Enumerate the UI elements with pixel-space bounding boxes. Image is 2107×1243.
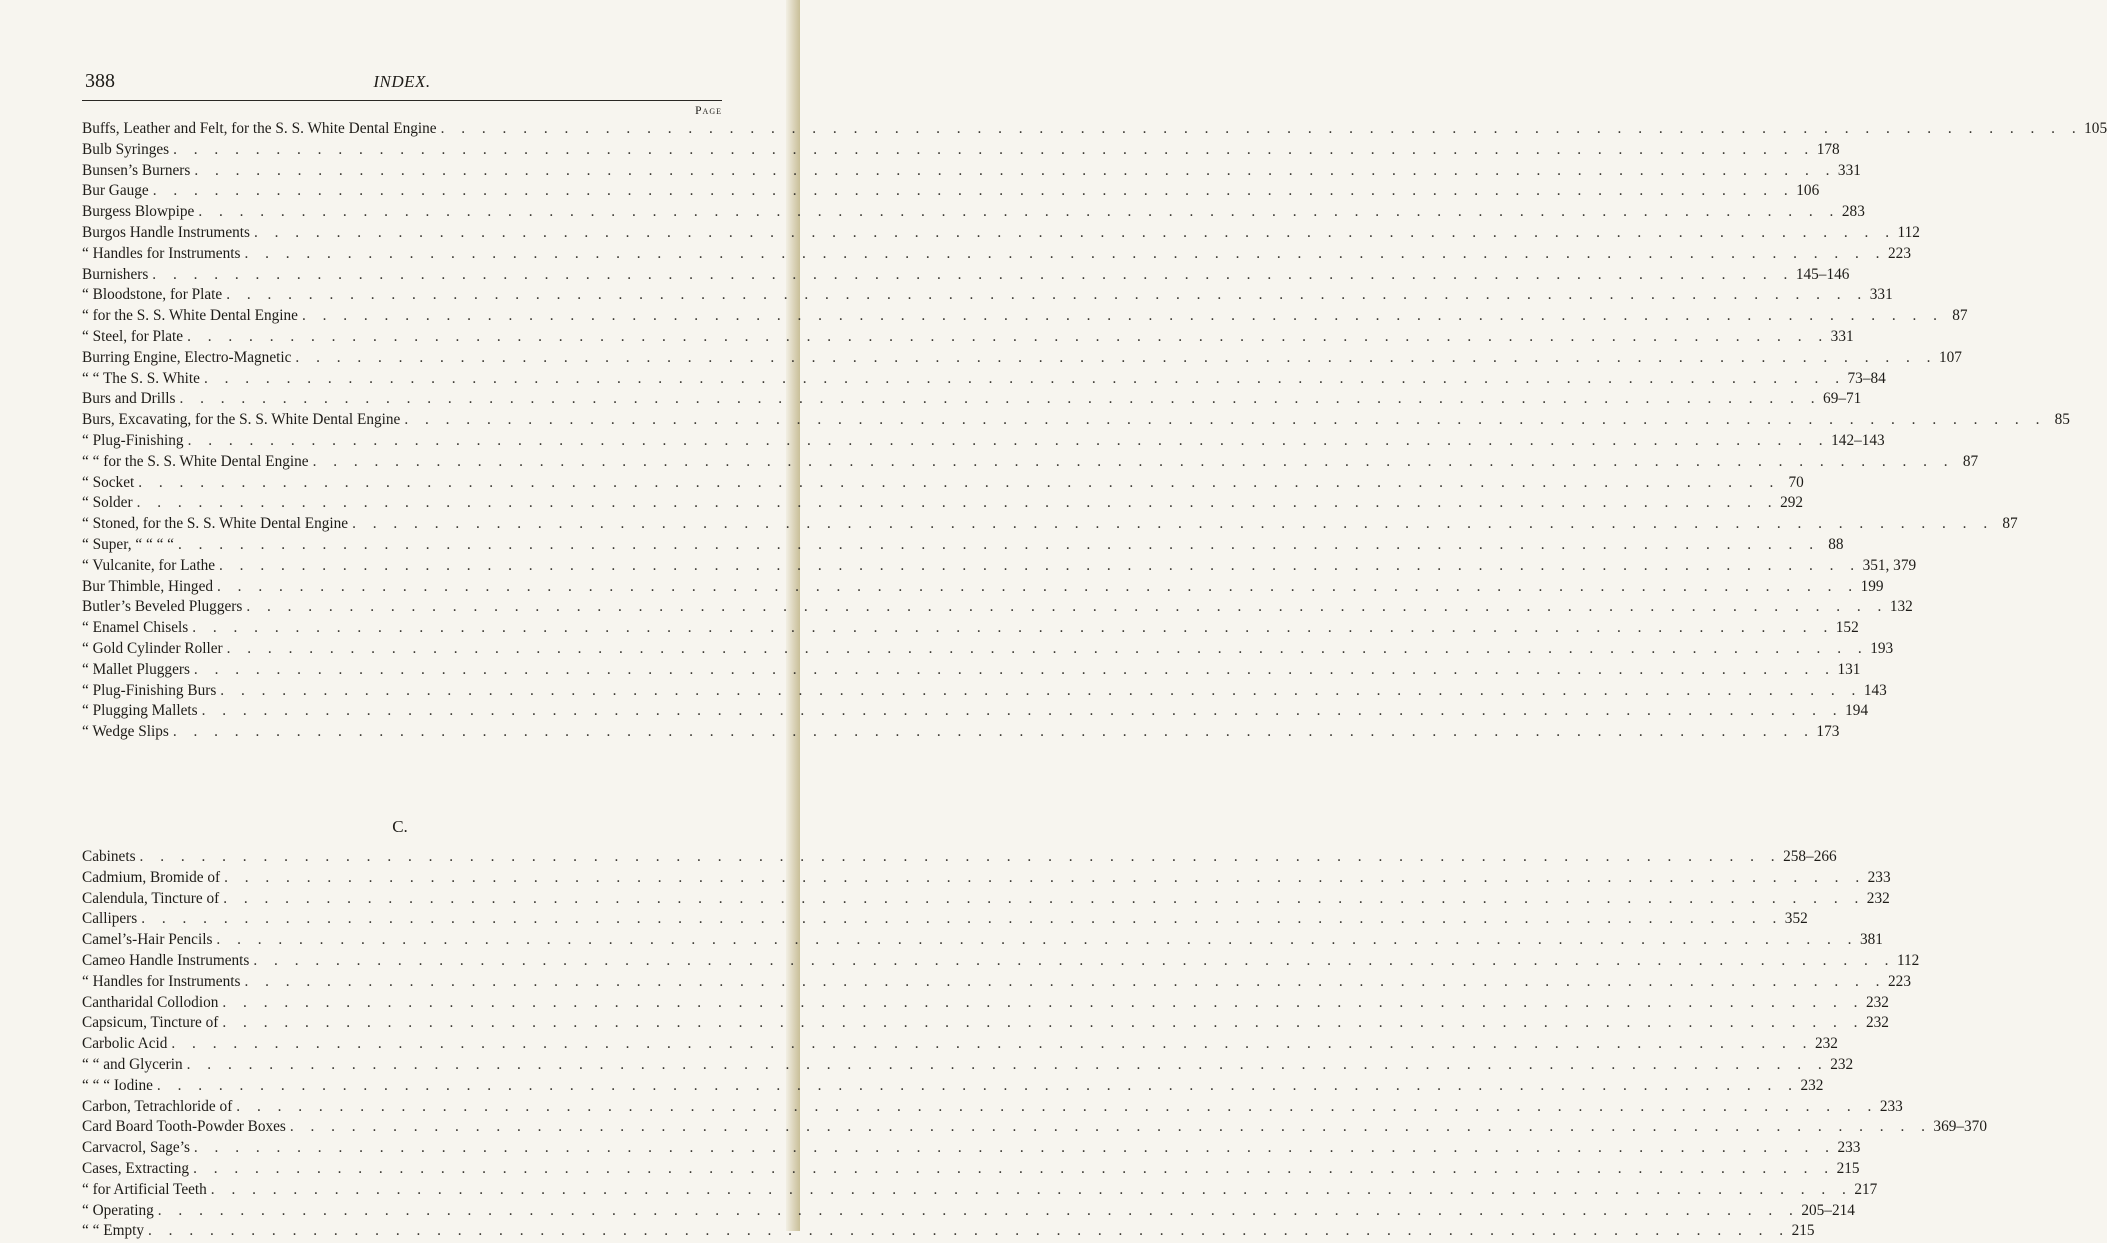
index-term: Carvacrol, Sage’s (82, 1139, 190, 1157)
index-entry (82, 993, 1889, 1015)
leader-dots: . . . . . . . . . . . . . . . . . . . . . . . . . . . . . . . . . . . . . . . . . . . . . . . . . . . . . . . . . . . . . . . . . . . . . . . . . . . . . . . . (244, 972, 1887, 990)
index-term: Carbon, Tetrachloride of (82, 1097, 233, 1115)
leader-dots: . . . . . . . . . . . . . . . . . . . . . . . . . . . . . . . . . . . . . . . . . . . . . . . . . . . . . . . . . . . . . . . . . . . . . . . . . . . . . . . . (186, 1055, 1829, 1073)
index-entry (82, 327, 1854, 349)
index-page-ref: 232 (1866, 889, 1890, 907)
leader-dots: . . . . . . . . . . . . . . . . . . . . . . . . . . . . . . . . . . . . . . . . . . . . . . . . . . . . . . . . . . . . . . . . . . . . . . . . . . . . . . . . (226, 286, 1868, 304)
index-entry (82, 1055, 1854, 1077)
index-term: Burs and Drills (82, 390, 176, 408)
index-page-ref: 193 (1870, 639, 1894, 657)
index-page-ref: 233 (1867, 868, 1891, 886)
index-term: “ Wedge Slips (82, 723, 169, 741)
index-term: Bulb Syringes (82, 140, 170, 158)
index-term: “ Vulcanite, for Lathe (82, 556, 216, 574)
index-term: “ Plug-Finishing Burs (82, 681, 217, 699)
leader-dots: . . . . . . . . . . . . . . . . . . . . . . . . . . . . . . . . . . . . . . . . . . . . . . . . . . . . . . . . . . . . . . . . . . . . . . . . . . . . . . . . (148, 1222, 1790, 1240)
index-term: Bur Gauge (82, 182, 149, 200)
index-page-ref: 152 (1835, 619, 1859, 637)
index-entry (82, 598, 1913, 619)
index-entry (82, 702, 1869, 723)
leader-dots: . . . . . . . . . . . . . . . . . . . . . . . . . . . . . . . . . . . . . . . . . . . . . . . . . . . . . . . . . . . . . . . . . . . . . . . . . . . . . . . . (152, 182, 1795, 200)
leader-dots: . . . . . . . . . . . . . . . . . . . . . . . . . . . . . . . . . . . . . . . . . . . . . . . . . . . . . . . . . . . . . . . . . . . . . . . . . . . . . . . . (187, 431, 1830, 449)
index-entry (82, 431, 1885, 453)
running-head: INDEX. (373, 72, 431, 91)
leader-dots: . . . . . . . . . . . . . . . . . . . . . . . . . . . . . . . . . . . . . . . . . . . . . . . . . . . . . . . . . . . . . . . . . . . . . . . . . . . . . . . . (253, 951, 1895, 969)
index-entry (82, 723, 1840, 744)
index-term: Butler’s Beveled Pluggers (82, 598, 243, 616)
index-term: Burgos Handle Instruments (82, 223, 250, 241)
index-entry (82, 390, 1862, 411)
index-page-ref: 105 (2084, 120, 2107, 137)
index-entry (82, 203, 1865, 224)
section-letter-c: C. (392, 817, 408, 836)
index-page-ref: 233 (1837, 1139, 1861, 1157)
index-page-ref: 173 (1816, 723, 1840, 741)
leader-dots: . . . . . . . . . . . . . . . . . . . . . . . . . . . . . . . . . . . . . . . . . . . . . . . . . . . . . . . . . . . . . . . . . . . . . . . . . . . . . . . . (194, 161, 1836, 179)
index-entry (82, 515, 2018, 536)
leader-dots: . . . . . . . . . . . . . . . . . . . . . . . . . . . . . . . . . . . . . . . . . . . . . . . . . . . . . . . . . . . . . . . . . . . . . . . . . . . . . . . . (136, 494, 1779, 512)
index-page-ref: 217 (1854, 1180, 1878, 1198)
index-term: “ Bloodstone, for Plate (82, 286, 223, 304)
index-section-c (82, 848, 1987, 1243)
index-entry (82, 411, 2070, 432)
index-entry (82, 535, 1844, 557)
index-term: Cases, Extracting (82, 1159, 190, 1177)
leader-dots: . . . . . . . . . . . . . . . . . . . . . . . . . . . . . . . . . . . . . . . . . . . . . . . . . . . . . . . . . . . . . . . . . . . . . . . . . . . . . . . . (152, 265, 1794, 283)
index-term: Cameo Handle Instruments (82, 951, 250, 969)
index-page-ref: 142–143 (1831, 431, 1885, 449)
index-entry (82, 223, 1920, 245)
leader-dots: . . . . . . . . . . . . . . . . . . . . . . . . . . . . . . . . . . . . . . . . . . . . . . . . . . . . . . . . . . . . . . . . . . . . . . . . . . . . . . . . (404, 411, 2046, 429)
index-term: “ Operating (82, 1201, 154, 1219)
index-page-ref: 145–146 (1795, 265, 1850, 283)
index-entry (82, 556, 1917, 578)
index-entry (82, 348, 1962, 370)
leader-dots: . . . . . . . . . . . . . . . . . . . . . . . . . . . . . . . . . . . . . . . . . . . . . . . . . . . . . . . . . . . . . . . . . . . . . . . . . . . . . . . . (220, 681, 1862, 699)
index-page-ref: 232 (1814, 1035, 1838, 1053)
index-term: “ “ The S. S. White (82, 369, 200, 387)
index-page-ref: 223 (1888, 972, 1911, 990)
leader-dots: . . . . . . . . . . . . . . . . . . . . . . . . . . . . . . . . . . . . . . . . . . . . . . . . . . . . . . . . . . . . . . . . . . . . . . . . . . . . . . . . (203, 369, 1846, 387)
leader-dots: . . . . . . . . . . . . . . . . . . . . . . . . . . . . . . . . . . . . . . . . . . . . . . . . . . . . . . . . . . . . . . . . . . . . . . . . . . . . . . . . (224, 868, 1866, 886)
index-page-ref: 205–214 (1801, 1201, 1855, 1219)
leader-dots: . . . . . . . . . . . . . . . . . . . . . . . . . . . . . . . . . . . . . . . . . . . . . . . . . . . . . . . . . . . . . . . . . . . . . . . . . . . . . . . . (219, 556, 1861, 574)
index-entry (82, 140, 1840, 162)
leader-dots: . . . . . . . . . . . . . . . . . . . . . . . . . . . . . . . . . . . . . . . . . . . . . . . . . . . . . . . . . . . . . . . . . . . . . . . . . . . . . . . . (141, 910, 1783, 928)
index-page-ref: 106 (1796, 182, 1820, 200)
index-page-ref: 232 (1830, 1055, 1854, 1073)
leader-dots: . . . . . . . . . . . . . . . . . . . . . . . . . . . . . . . . . . . . . . . . . . . . . . . . . . . . . . . . . . . . . . . . . . . . . . . . . . . . . . . . (312, 452, 1955, 470)
index-term: Capsicum, Tincture of (82, 1014, 219, 1032)
index-entry (82, 889, 1890, 911)
leader-dots: . . . . . . . . . . . . . . . . . . . . . . . . . . . . . . . . . . . . . . . . . . . . . . . . . . . . . . . . . . . . . . . . . . . . . . . . . . . . . . . . (193, 660, 1836, 678)
index-page-ref: 87 (1952, 307, 1968, 325)
leader-dots: . . . . . . . . . . . . . . . . . . . . . . . . . . . . . . . . . . . . . . . . . . . . . . . . . . . . . . . . . . . . . . . . . . . . . . . . . . . . . . . . (217, 577, 1859, 595)
index-page-ref: 69–71 (1823, 390, 1862, 408)
index-page-ref: 178 (1816, 140, 1840, 158)
index-entry (82, 1222, 1815, 1243)
index-entry (82, 161, 1861, 183)
leader-dots: . . . . . . . . . . . . . . . . . . . . . . . . . . . . . . . . . . . . . . . . . . . . . . . . . . . . . . . . . . . . . . . . . . . . . . . . . . . . . . . . (301, 307, 1944, 325)
index-term: “ Mallet Pluggers (82, 660, 190, 678)
leader-dots: . . . . . . . . . . . . . . . . . . . . . . . . . . . . . . . . . . . . . . . . . . . . . . . . . . . . . . . . . . . . . . . . . . . . . . . . . . . . . . . . (193, 1139, 1836, 1157)
index-page-ref: 107 (1938, 348, 1962, 366)
index-term: Cadmium, Bromide of (82, 868, 221, 886)
index-page-ref: 73–84 (1847, 369, 1886, 387)
index-page-ref: 143 (1863, 681, 1887, 699)
page-header (82, 62, 722, 101)
index-entry (82, 639, 1894, 661)
index-term: “ Socket (82, 473, 135, 491)
index-page-ref: 331 (1837, 161, 1861, 179)
index-entry (82, 931, 1883, 952)
leader-dots: . . . . . . . . . . . . . . . . . . . . . . . . . . . . . . . . . . . . . . . . . . . . . . . . . . . . . . . . . . . . . . . . . . . . . . . . . . . . . . . . (193, 1159, 1835, 1177)
index-entry (82, 910, 1808, 931)
index-page-ref: 215 (1791, 1222, 1815, 1240)
index-term: Burring Engine, Electro-Magnetic (82, 348, 292, 366)
leader-dots: . . . . . . . . . . . . . . . . . . . . . . . . . . . . . . . . . . . . . . . . . . . . . . . . . . . . . . . . . . . . . . . . . . . . . . . . . . . . . . . . (187, 327, 1829, 345)
index-entry (82, 1014, 1889, 1035)
leader-dots: . . . . . . . . . . . . . . . . . . . . . . . . . . . . . . . . . . . . . . . . . . . . . . . . . . . . . . . . . . . . . . . . . . . . . . . . . . . . . . . . (223, 889, 1865, 907)
index-page-ref: 233 (1879, 1097, 1903, 1115)
index-entry (82, 1097, 1903, 1119)
leader-dots: . . . . . . . . . . . . . . . . . . . . . . . . . . . . . . . . . . . . . . . . . . . . . . . . . . . . . . . . . . . . . . . . . . . . . . . . . . . . . . . . (289, 1118, 1932, 1136)
leader-dots: . . . . . . . . . . . . . . . . . . . . . . . . . . . . . . . . . . . . . . . . . . . . . . . . . . . . . . . . . . . . . . . . . . . . . . . . . . . . . . . . (172, 723, 1815, 741)
leader-dots: . . . . . . . . . . . . . . . . . . . . . . . . . . . . . . . . . . . . . . . . . . . . . . . . . . . . . . . . . . . . . . . . . . . . . . . . . . . . . . . . (201, 702, 1844, 720)
index-term: Bunsen’s Burners (82, 161, 191, 179)
leader-dots: . . . . . . . . . . . . . . . . . . . . . . . . . . . . . . . . . . . . . . . . . . . . . . . . . . . . . . . . . . . . . . . . . . . . . . . . . . . . . . . . (440, 120, 2083, 137)
index-page-ref: 132 (1889, 598, 1913, 616)
index-page-ref: 232 (1865, 993, 1889, 1011)
index-term: “ Handles for Instruments (82, 244, 241, 262)
leader-dots: . . . . . . . . . . . . . . . . . . . . . . . . . . . . . . . . . . . . . . . . . . . . . . . . . . . . . . . . . . . . . . . . . . . . . . . . . . . . . . . . (210, 1180, 1853, 1198)
leader-dots: . . . . . . . . . . . . . . . . . . . . . . . . . . . . . . . . . . . . . . . . . . . . . . . . . . . . . . . . . . . . . . . . . . . . . . . . . . . . . . . . (236, 1097, 1878, 1115)
index-page-ref: 87 (2002, 515, 2018, 533)
leader-dots: . . . . . . . . . . . . . . . . . . . . . . . . . . . . . . . . . . . . . . . . . . . . . . . . . . . . . . . . . . . . . . . . . . . . . . . . . . . . . . . . (246, 598, 1888, 616)
index-entry (82, 660, 1861, 682)
index-entry (82, 577, 1884, 599)
index-page-ref: 232 (1800, 1076, 1824, 1094)
index-entry (82, 1180, 1878, 1202)
index-entry (82, 473, 1804, 495)
index-term: “ “ for the S. S. White Dental Engine (82, 452, 309, 470)
index-term: Burnishers (82, 265, 149, 283)
index-page-ref: 292 (1780, 494, 1804, 512)
index-term: “ for the S. S. White Dental Engine (82, 307, 298, 325)
index-entry (82, 244, 1911, 266)
index-entry (82, 1159, 1860, 1181)
index-entry (82, 848, 1837, 869)
index-entry (82, 951, 1920, 973)
index-term: Burgess Blowpipe (82, 203, 195, 221)
leader-dots: . . . . . . . . . . . . . . . . . . . . . . . . . . . . . . . . . . . . . . . . . . . . . . . . . . . . . . . . . . . . . . . . . . . . . . . . . . . . . . . . (295, 348, 1937, 366)
index-entry (82, 1035, 1838, 1056)
index-term: “ Super, “ “ “ “ (82, 535, 174, 553)
index-page-ref: 131 (1837, 660, 1861, 678)
index-page-ref: 331 (1869, 286, 1893, 304)
index-page-ref: 112 (1896, 951, 1920, 969)
leader-dots: . . . . . . . . . . . . . . . . . . . . . . . . . . . . . . . . . . . . . . . . . . . . . . . . . . . . . . . . . . . . . . . . . . . . . . . . . . . . . . . . (179, 390, 1822, 408)
index-entry (82, 681, 1887, 703)
index-term: Cabinets (82, 848, 136, 865)
index-term: Bur Thimble, Hinged (82, 577, 214, 595)
leader-dots: . . . . . . . . . . . . . . . . . . . . . . . . . . . . . . . . . . . . . . . . . . . . . . . . . . . . . . . . . . . . . . . . . . . . . . . . . . . . . . . . (157, 1201, 1800, 1219)
index-term: “ Plugging Mallets (82, 702, 198, 720)
leader-dots: . . . . . . . . . . . . . . . . . . . . . . . . . . . . . . . . . . . . . . . . . . . . . . . . . . . . . . . . . . . . . . . . . . . . . . . . . . . . . . . . (222, 993, 1864, 1011)
index-entry (82, 452, 1979, 474)
index-term: “ “ “ Iodine (82, 1076, 153, 1094)
index-entry (82, 286, 1893, 307)
index-term: “ Steel, for Plate (82, 327, 184, 345)
leader-dots: . . . . . . . . . . . . . . . . . . . . . . . . . . . . . . . . . . . . . . . . . . . . . . . . . . . . . . . . . . . . . . . . . . . . . . . . . . . . . . . . (222, 1014, 1864, 1032)
index-page-ref: 381 (1859, 931, 1883, 949)
index-page-ref: 331 (1830, 327, 1854, 345)
index-term: Camel’s-Hair Pencils (82, 931, 213, 949)
index-term: “ “ and Glycerin (82, 1055, 183, 1073)
index-term: “ Plug-Finishing (82, 431, 184, 449)
page-number: 388 (85, 70, 115, 92)
index-page-ref: 88 (1828, 535, 1844, 553)
index-page-ref: 351, 379 (1862, 556, 1917, 574)
leader-dots: . . . . . . . . . . . . . . . . . . . . . . . . . . . . . . . . . . . . . . . . . . . . . . . . . . . . . . . . . . . . . . . . . . . . . . . . . . . . . . . . (138, 473, 1780, 491)
leader-dots: . . . . . . . . . . . . . . . . . . . . . . . . . . . . . . . . . . . . . . . . . . . . . . . . . . . . . . . . . . . . . . . . . . . . . . . . . . . . . . . . (192, 619, 1834, 637)
index-entry (82, 1076, 1824, 1098)
index-term: Callipers (82, 910, 138, 928)
index-page-ref: 70 (1788, 473, 1804, 491)
index-entry (82, 307, 1968, 328)
index-entry (82, 1201, 1855, 1223)
leader-dots: . . . . . . . . . . . . . . . . . . . . . . . . . . . . . . . . . . . . . . . . . . . . . . . . . . . . . . . . . . . . . . . . . . . . . . . . . . . . . . . . (156, 1076, 1799, 1094)
index-entry (82, 972, 1911, 994)
index-page-ref: 87 (1962, 452, 1979, 470)
index-page-ref: 199 (1860, 577, 1884, 595)
leader-dots: . . . . . . . . . . . . . . . . . . . . . . . . . . . . . . . . . . . . . . . . . . . . . . . . . . . . . . . . . . . . . . . . . . . . . . . . . . . . . . . . (352, 515, 1994, 533)
index-term: Carbolic Acid (82, 1035, 168, 1053)
index-entry (82, 868, 1891, 890)
index-entry (82, 120, 2107, 141)
index-entry (82, 369, 1886, 391)
index-term: Card Board Tooth-Powder Boxes (82, 1118, 286, 1136)
index-page-ref: 352 (1784, 910, 1808, 928)
index-term: “ Enamel Chisels (82, 619, 189, 637)
index-term: Cantharidal Collodion (82, 993, 219, 1011)
index-term: “ Stoned, for the S. S. White Dental Engine (82, 515, 349, 533)
leader-dots: . . . . . . . . . . . . . . . . . . . . . . . . . . . . . . . . . . . . . . . . . . . . . . . . . . . . . . . . . . . . . . . . . . . . . . . . . . . . . . . . (139, 848, 1782, 865)
index-page-ref: 85 (2054, 411, 2070, 429)
index-page-ref: 112 (1897, 223, 1920, 241)
leader-dots: . . . . . . . . . . . . . . . . . . . . . . . . . . . . . . . . . . . . . . . . . . . . . . . . . . . . . . . . . . . . . . . . . . . . . . . . . . . . . . . . (244, 244, 1887, 262)
index-page-ref: 215 (1836, 1159, 1860, 1177)
index-term: “ “ Empty (82, 1222, 145, 1240)
index-term: Burs, Excavating, for the S. S. White Dental Engine (82, 411, 401, 429)
index-section-b (82, 120, 2107, 744)
index-term: “ for Artificial Teeth (82, 1180, 207, 1198)
index-term: “ Gold Cylinder Roller (82, 639, 223, 657)
page-column-heading: Page (695, 105, 722, 117)
index-entry (82, 619, 1859, 640)
leader-dots: . . . . . . . . . . . . . . . . . . . . . . . . . . . . . . . . . . . . . . . . . . . . . . . . . . . . . . . . . . . . . . . . . . . . . . . . . . . . . . . . (216, 931, 1858, 949)
leader-dots: . . . . . . . . . . . . . . . . . . . . . . . . . . . . . . . . . . . . . . . . . . . . . . . . . . . . . . . . . . . . . . . . . . . . . . . . . . . . . . . . (171, 1035, 1813, 1053)
index-page-ref: 232 (1865, 1014, 1889, 1032)
index-page-ref: 258–266 (1783, 848, 1837, 865)
index-page-ref: 194 (1845, 702, 1869, 720)
leader-dots: . . . . . . . . . . . . . . . . . . . . . . . . . . . . . . . . . . . . . . . . . . . . . . . . . . . . . . . . . . . . . . . . . . . . . . . . . . . . . . . . (226, 639, 1869, 657)
index-term: “ Handles for Instruments (82, 972, 241, 990)
index-entry (82, 1139, 1861, 1160)
index-term: “ Solder (82, 494, 133, 512)
leader-dots: . . . . . . . . . . . . . . . . . . . . . . . . . . . . . . . . . . . . . . . . . . . . . . . . . . . . . . . . . . . . . . . . . . . . . . . . . . . . . . . . (253, 223, 1896, 241)
index-term: Calendula, Tincture of (82, 889, 220, 907)
index-page-ref: 223 (1888, 244, 1911, 262)
index-entry (82, 182, 1820, 203)
index-entry (82, 494, 1804, 515)
index-term: Buffs, Leather and Felt, for the S. S. White Dental Engine (82, 120, 437, 137)
index-entry (82, 265, 1850, 287)
index-entry (82, 1118, 1987, 1139)
leader-dots: . . . . . . . . . . . . . . . . . . . . . . . . . . . . . . . . . . . . . . . . . . . . . . . . . . . . . . . . . . . . . . . . . . . . . . . . . . . . . . . . (177, 535, 1820, 553)
index-page-ref: 283 (1841, 203, 1865, 221)
index-page-ref: 369–370 (1933, 1118, 1987, 1136)
leader-dots: . . . . . . . . . . . . . . . . . . . . . . . . . . . . . . . . . . . . . . . . . . . . . . . . . . . . . . . . . . . . . . . . . . . . . . . . . . . . . . . . (198, 203, 1840, 221)
leader-dots: . . . . . . . . . . . . . . . . . . . . . . . . . . . . . . . . . . . . . . . . . . . . . . . . . . . . . . . . . . . . . . . . . . . . . . . . . . . . . . . . (173, 140, 1815, 158)
